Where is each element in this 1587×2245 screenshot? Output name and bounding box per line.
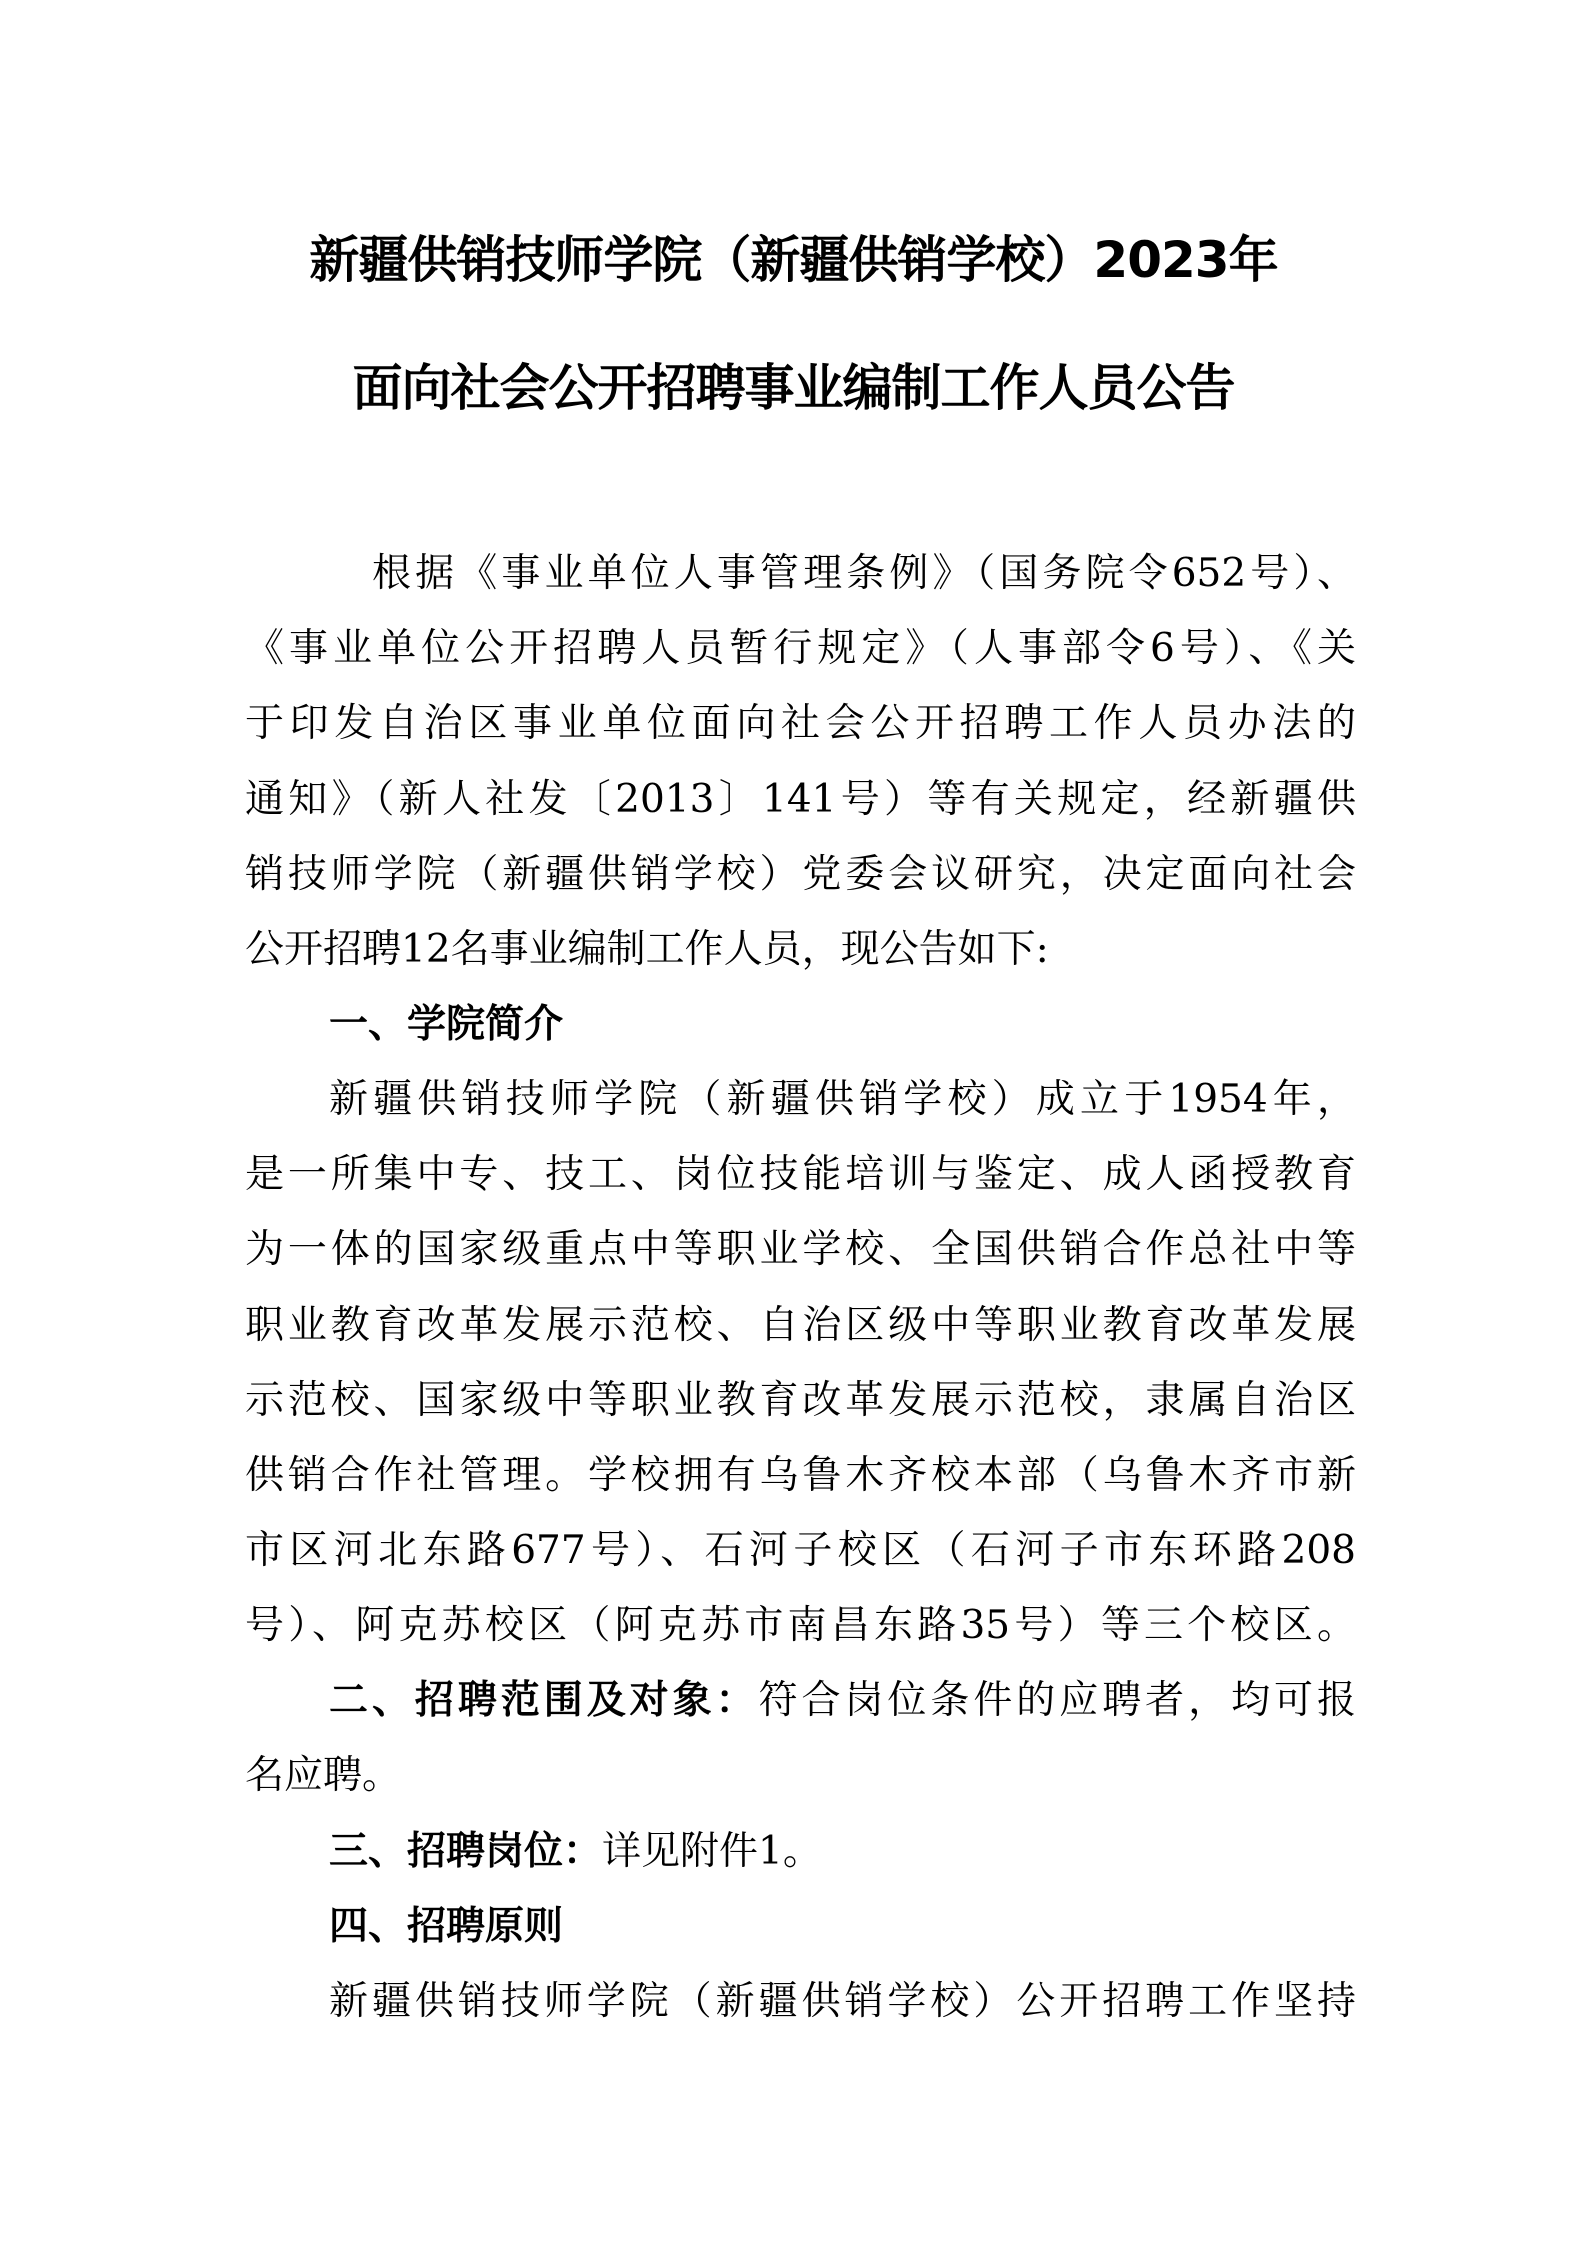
paragraph-line: 市区河北东路677号）、石河子校区（石河子市东环路208 xyxy=(245,1528,1356,1573)
section-heading-4: 四、招聘原则 xyxy=(329,1904,564,1949)
paragraph-line: 职业教育改革发展示范校、自治区级中等职业教育改革发展 xyxy=(245,1303,1356,1348)
section-2-text: 符合岗位条件的应聘者，均可报 xyxy=(758,1678,1356,1723)
paragraph-line: 根据《事业单位人事管理条例》（国务院令652号）、 xyxy=(372,551,1356,596)
section-2 xyxy=(329,1671,1356,1731)
section-3 xyxy=(329,1822,1356,1882)
paragraph-line: 通知》（新人社发〔2013〕141号）等有关规定，经新疆供 xyxy=(245,777,1356,822)
paragraph-line: 是一所集中专、技工、岗位技能培训与鉴定、成人函授教育 xyxy=(245,1152,1356,1197)
paragraph-line: 销技师学院（新疆供销学校）党委会议研究，决定面向社会 xyxy=(245,852,1356,897)
paragraph-line: 号）、阿克苏校区（阿克苏市南昌东路35号）等三个校区。 xyxy=(245,1603,1356,1648)
section-3-text: 详见附件1。 xyxy=(602,1829,822,1874)
paragraph-line: 于印发自治区事业单位面向社会公开招聘工作人员办法的 xyxy=(245,701,1356,746)
title-line-2: 面向社会公开招聘事业编制工作人员公告 xyxy=(352,359,1235,417)
paragraph-line: 供销合作社管理。学校拥有乌鲁木齐校本部（乌鲁木齐市新 xyxy=(245,1453,1356,1498)
section-heading-1: 一、学院简介 xyxy=(329,1002,564,1047)
paragraph-line: 名应聘。 xyxy=(245,1753,402,1798)
paragraph-line: 新疆供销技师学院（新疆供销学校）公开招聘工作坚持 xyxy=(329,1979,1356,2024)
title-line-1: 新疆供销技师学院（新疆供销学校）2023年 xyxy=(309,231,1278,289)
section-heading-3: 三、招聘岗位： xyxy=(329,1829,603,1874)
paragraph-line: 为一体的国家级重点中等职业学校、全国供销合作总社中等 xyxy=(245,1227,1356,1272)
section-heading-2: 二、招聘范围及对象： xyxy=(329,1678,759,1723)
paragraph-line: 公开招聘12名事业编制工作人员，现公告如下: xyxy=(245,927,1049,972)
paragraph-line: 新疆供销技师学院（新疆供销学校）成立于1954年， xyxy=(329,1077,1356,1122)
paragraph-line: 《事业单位公开招聘人员暂行规定》（人事部令6号）、《关 xyxy=(245,626,1356,671)
paragraph-line: 示范校、国家级中等职业教育改革发展示范校，隶属自治区 xyxy=(245,1378,1356,1423)
